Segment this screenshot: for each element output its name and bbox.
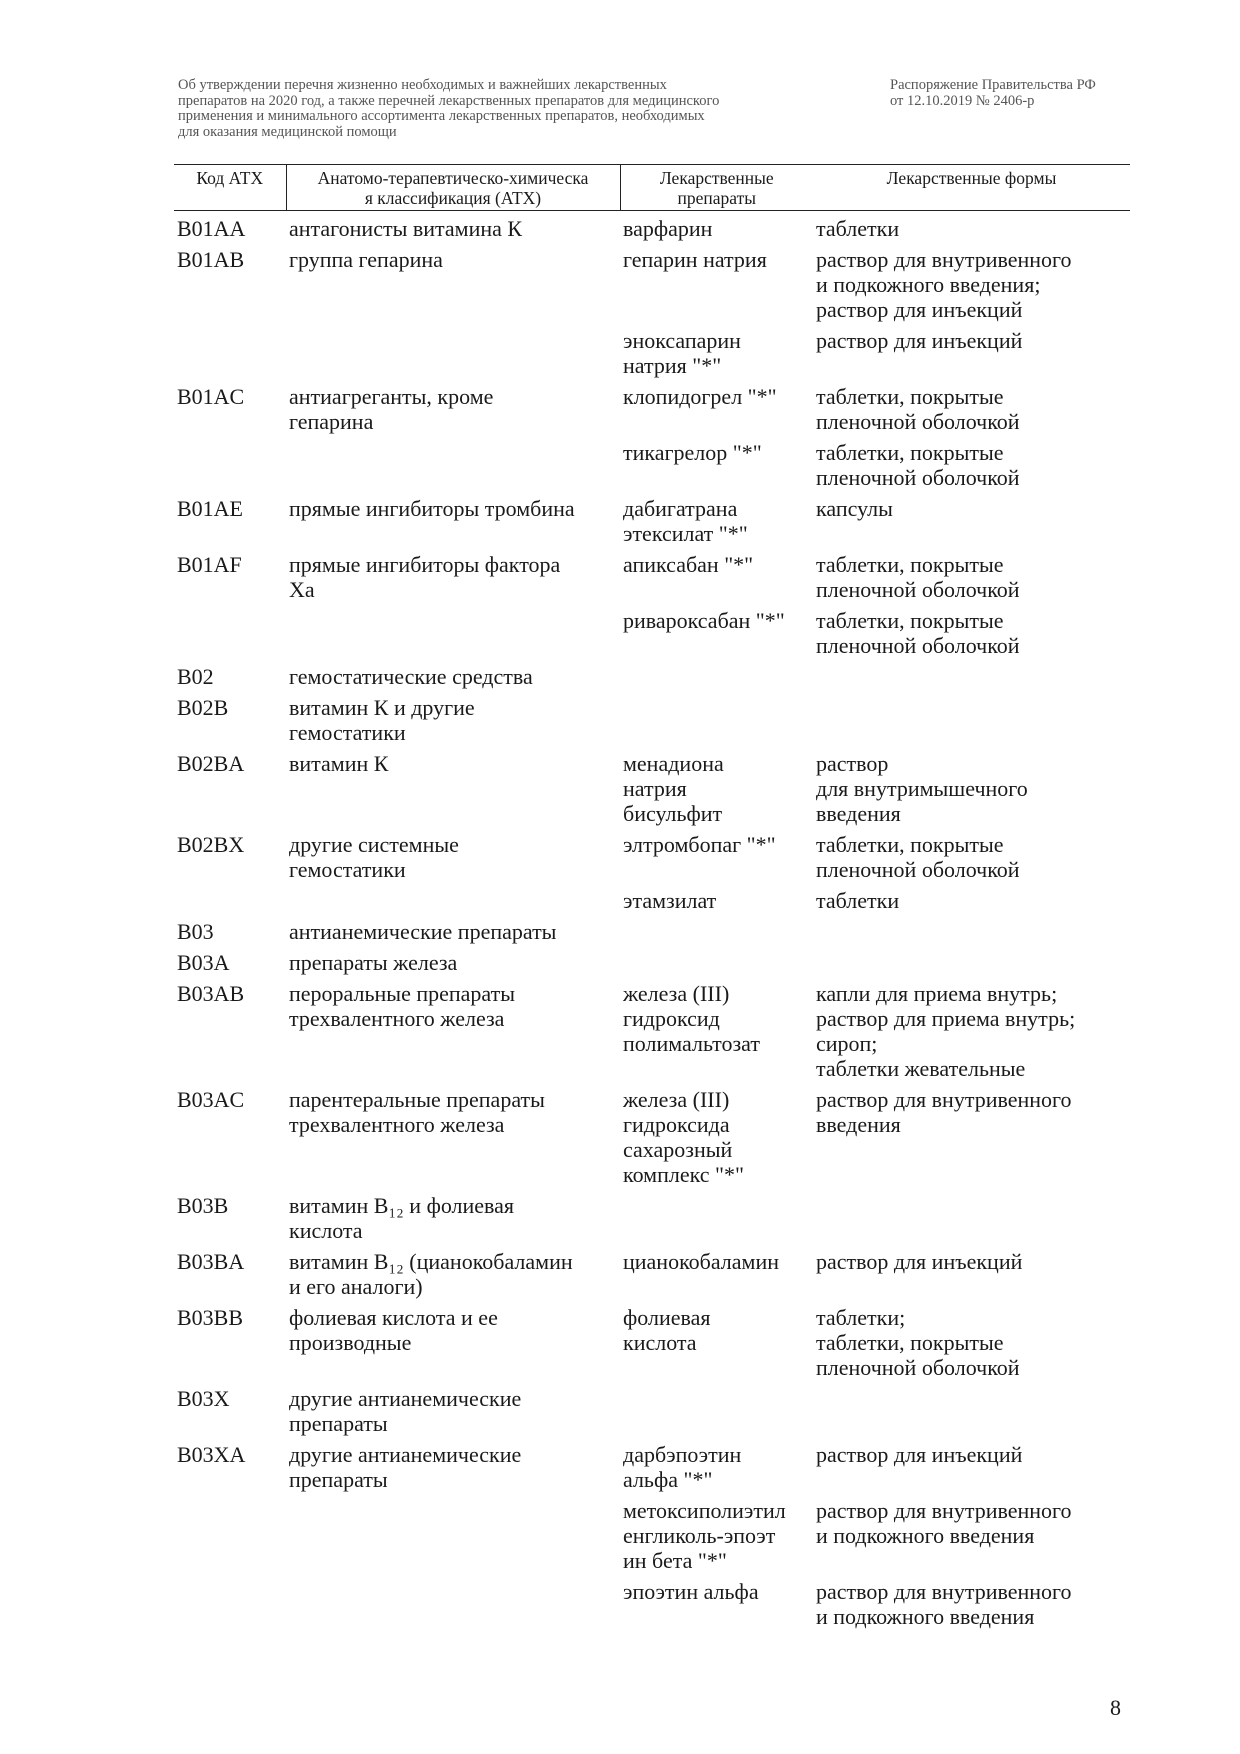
cell-line: таблетки, покрытые [816, 552, 1004, 577]
cell-line: этексилат "*" [623, 521, 748, 546]
atc-classification-cell [286, 496, 620, 552]
atc-classification-cell [286, 552, 620, 608]
cell-line: таблетки [816, 888, 900, 913]
cell-line: варфарин [623, 216, 713, 241]
cell-line: пероральные препараты [289, 981, 515, 1006]
dosage-form-cell [813, 1498, 1130, 1579]
dosage-form-cell [813, 211, 1130, 248]
cell-line: другие антианемические [289, 1386, 522, 1411]
atc-classification-cell [286, 1305, 620, 1386]
drug-name-cell [620, 1305, 813, 1386]
dosage-form-cell [813, 328, 1130, 384]
cell-line: пленочной оболочкой [816, 409, 1020, 434]
cell-line: введения [816, 801, 901, 826]
atc-code-cell [174, 1498, 286, 1579]
cell-line: трехвалентного железа [289, 1112, 505, 1137]
cell-line: эпоэтин альфа [623, 1579, 759, 1604]
drug-name-cell [620, 608, 813, 664]
dosage-form-cell [813, 1087, 1130, 1193]
dosage-form-cell [813, 1249, 1130, 1305]
drug-name-cell [620, 1193, 813, 1249]
header-reference-line: от 12.10.2019 № 2406-р [890, 92, 1035, 109]
dosage-form-cell [813, 496, 1130, 552]
drug-name-cell [620, 832, 813, 888]
atc-code-cell: B03AB [177, 981, 245, 1006]
table-row [174, 664, 1130, 695]
cell-line: железа (III) [623, 981, 730, 1006]
drug-name-cell [620, 1087, 813, 1193]
atc-classification-cell [286, 1498, 620, 1579]
cell-line: раствор для внутривенного [816, 1498, 1072, 1523]
cell-line: сироп; [816, 1031, 878, 1056]
atc-code-cell [174, 888, 286, 919]
cell-line: альфа "*" [623, 1467, 713, 1492]
drug-name-cell [620, 440, 813, 496]
cell-line: этамзилат [623, 888, 717, 913]
dosage-form-cell [813, 1305, 1130, 1386]
cell-line: гемостатические средства [289, 664, 533, 689]
drug-name-cell [620, 919, 813, 950]
dosage-form-cell [813, 247, 1130, 328]
atc-code-cell: B03BA [177, 1249, 245, 1274]
cell-line: витамин К [289, 751, 389, 776]
drug-name-cell [620, 1442, 813, 1498]
table-row [174, 981, 1130, 1087]
header-title-line: применения и минимального ассортимента лекарственных препаратов, необходимых [178, 108, 705, 124]
cell-line: кислота [623, 1330, 697, 1355]
cell-line: таблетки, покрытые [816, 440, 1004, 465]
atc-code-cell [174, 328, 286, 384]
header-title-line: Об утверждении перечня жизненно необходимых и важнейших лекарственных [178, 77, 667, 93]
atc-code-cell: B02BX [177, 832, 245, 857]
table-row [174, 440, 1130, 496]
dosage-form-cell [813, 751, 1130, 832]
atc-classification-cell [286, 695, 620, 751]
cell-line: группа гепарина [289, 247, 443, 272]
dosage-form-cell [813, 664, 1130, 695]
cell-line: тикагрелор "*" [623, 440, 762, 465]
atc-classification-cell [286, 1442, 620, 1498]
cell-line: пленочной оболочкой [816, 633, 1020, 658]
table-header-row [174, 165, 1130, 211]
cell-line: таблетки, покрытые [816, 1330, 1004, 1355]
cell-line: комплекс "*" [623, 1162, 744, 1187]
drug-name-cell [620, 211, 813, 248]
table-row [174, 496, 1130, 552]
table-row [174, 1386, 1130, 1442]
atc-classification-cell [286, 888, 620, 919]
cell-line: ривароксабан "*" [623, 608, 785, 633]
atc-classification-cell [286, 440, 620, 496]
drug-name-cell [620, 664, 813, 695]
drug-name-cell [620, 888, 813, 919]
atc-classification-cell [286, 981, 620, 1087]
table-row [174, 1087, 1130, 1193]
cell-line: витамин К и другие [289, 695, 475, 720]
cell-line: капсулы [816, 496, 893, 521]
table-header [174, 165, 1130, 211]
table-row [174, 608, 1130, 664]
cell-line: другие системные [289, 832, 459, 857]
atc-classification-cell [286, 1579, 620, 1635]
atc-classification-cell [286, 1087, 620, 1193]
table-row [174, 832, 1130, 888]
atc-code-cell: B03A [177, 950, 230, 975]
table-row [174, 328, 1130, 384]
table-row [174, 1498, 1130, 1579]
cell-line: пленочной оболочкой [816, 465, 1020, 490]
atc-code-cell: B02B [177, 695, 229, 720]
cell-line: препараты [289, 1467, 388, 1492]
table-row [174, 1579, 1130, 1635]
dosage-form-cell [813, 981, 1130, 1087]
drug-name-cell [620, 247, 813, 328]
cell-line: клопидогрел "*" [623, 384, 777, 409]
table-row [174, 384, 1130, 440]
dosage-form-cell [813, 1386, 1130, 1442]
atc-code-cell: B03XA [177, 1442, 246, 1467]
header-cell-line: Код АТХ [196, 168, 264, 188]
drug-name-cell [620, 950, 813, 981]
atc-code-cell: B03X [177, 1386, 230, 1411]
header-cell-line: Лекарственные формы [886, 168, 1057, 188]
cell-line: дарбэпоэтин [623, 1442, 742, 1467]
drug-name-cell [620, 1249, 813, 1305]
cell-line: раствор для внутривенного [816, 247, 1072, 272]
atc-classification-cell [286, 751, 620, 832]
cell-line: введения [816, 1112, 901, 1137]
header-title-line: для оказания медицинской помощи [178, 123, 397, 140]
dosage-form-cell [813, 608, 1130, 664]
cell-line: для внутримышечного [816, 776, 1028, 801]
cell-line: раствор для внутривенного [816, 1579, 1072, 1604]
atc-code-cell: B03 [177, 919, 214, 944]
cell-line: таблетки, покрытые [816, 384, 1004, 409]
header-cell-line: Анатомо-терапевтическо-химическа [317, 168, 589, 188]
header-cell-line: Лекарственные [659, 168, 774, 188]
cell-line: фолиевая кислота и ее [289, 1305, 498, 1330]
drug-name-cell [620, 552, 813, 608]
cell-line: раствор для инъекций [816, 1442, 1023, 1467]
cell-line: дабигатрана [623, 496, 738, 521]
cell-line: апиксабан "*" [623, 552, 754, 577]
drug-name-cell [620, 1498, 813, 1579]
cell-line: парентеральные препараты [289, 1087, 545, 1112]
cell-line: и его аналоги) [289, 1274, 423, 1299]
cell-line: витамин B₁₂ и фолиевая [289, 1193, 515, 1218]
cell-line: метоксиполиэтил [623, 1498, 786, 1523]
atc-code-cell: B02BA [177, 751, 245, 776]
atc-code-cell [174, 440, 286, 496]
atc-drug-table [174, 164, 1130, 1635]
cell-line: другие антианемические [289, 1442, 522, 1467]
drug-name-cell [620, 1386, 813, 1442]
cell-line: и подкожного введения [816, 1604, 1035, 1629]
dosage-form-cell [813, 832, 1130, 888]
cell-line: раствор для инъекций [816, 328, 1023, 353]
cell-line: бисульфит [623, 801, 723, 826]
cell-line: и подкожного введения; [816, 272, 1041, 297]
table-row [174, 919, 1130, 950]
dosage-form-cell [813, 1442, 1130, 1498]
cell-line: таблетки, покрытые [816, 832, 1004, 857]
cell-line: натрия "*" [623, 353, 722, 378]
header-reference-line: Распоряжение Правительства РФ [890, 77, 1096, 93]
cell-line: раствор для приема внутрь; [816, 1006, 1076, 1031]
cell-line: раствор для внутривенного [816, 1087, 1072, 1112]
drug-name-cell [620, 1579, 813, 1635]
drug-name-cell [620, 695, 813, 751]
atc-classification-cell [286, 1386, 620, 1442]
cell-line: трехвалентного железа [289, 1006, 505, 1031]
document-header-reference [890, 78, 1140, 109]
table-row [174, 552, 1130, 608]
cell-line: кислота [289, 1218, 363, 1243]
atc-code-cell [174, 608, 286, 664]
cell-line: ин бета "*" [623, 1548, 727, 1573]
cell-line: производные [289, 1330, 412, 1355]
cell-line: прямые ингибиторы фактора [289, 552, 561, 577]
cell-line: раствор для инъекций [816, 1249, 1023, 1274]
column-header-atc-classification [286, 165, 620, 211]
cell-line: пленочной оболочкой [816, 857, 1020, 882]
table-row [174, 751, 1130, 832]
table-row [174, 247, 1130, 328]
table-row [174, 211, 1130, 248]
atc-classification-cell [286, 664, 620, 695]
header-cell-line: препараты [677, 188, 756, 208]
atc-classification-cell [286, 328, 620, 384]
cell-line: препараты [289, 1411, 388, 1436]
dosage-form-cell [813, 384, 1130, 440]
drug-name-cell [620, 496, 813, 552]
header-cell-line: я классификация (АТХ) [364, 188, 542, 208]
column-header-drugs [620, 165, 813, 211]
atc-code-cell [174, 1579, 286, 1635]
cell-line: эноксапарин [623, 328, 741, 353]
cell-line: железа (III) [623, 1087, 730, 1112]
cell-line: пленочной оболочкой [816, 577, 1020, 602]
cell-line: сахарозный [623, 1137, 733, 1162]
atc-classification-cell [286, 608, 620, 664]
atc-code-cell: B03B [177, 1193, 229, 1218]
column-header-dosage-forms [813, 165, 1130, 211]
dosage-form-cell [813, 919, 1130, 950]
document-header-title [178, 78, 818, 140]
table-row [174, 1193, 1130, 1249]
dosage-form-cell [813, 950, 1130, 981]
cell-line: гемостатики [289, 857, 406, 882]
cell-line: енгликоль-эпоэт [623, 1523, 776, 1548]
cell-line: антиагреганты, кроме [289, 384, 494, 409]
cell-line: натрия [623, 776, 687, 801]
atc-code-cell: B03BB [177, 1305, 244, 1330]
atc-classification-cell [286, 919, 620, 950]
dosage-form-cell [813, 552, 1130, 608]
dosage-form-cell [813, 440, 1130, 496]
atc-classification-cell [286, 384, 620, 440]
table-body [174, 211, 1130, 1636]
cell-line: таблетки [816, 216, 900, 241]
table-row [174, 1249, 1130, 1305]
dosage-form-cell [813, 695, 1130, 751]
cell-line: витамин B₁₂ (цианокобаламин [289, 1249, 573, 1274]
atc-code-cell: B02 [177, 664, 214, 689]
table-row [174, 695, 1130, 751]
cell-line: фолиевая [623, 1305, 711, 1330]
cell-line: пленочной оболочкой [816, 1355, 1020, 1380]
cell-line: таблетки жевательные [816, 1056, 1026, 1081]
cell-line: капли для приема внутрь; [816, 981, 1058, 1006]
atc-classification-cell [286, 832, 620, 888]
cell-line: таблетки, покрытые [816, 608, 1004, 633]
cell-line: таблетки; [816, 1305, 906, 1330]
atc-code-cell: B01AE [177, 496, 243, 521]
cell-line: гепарин натрия [623, 247, 767, 272]
page-number: 8 [1110, 1695, 1121, 1720]
atc-classification-cell [286, 211, 620, 248]
cell-line: полимальтозат [623, 1031, 760, 1056]
table-row [174, 950, 1130, 981]
cell-line: Xa [289, 577, 315, 602]
atc-code-cell: B01AA [177, 216, 246, 241]
header-title-line: препаратов на 2020 год, а также перечней лекарственных препаратов для медицинского [178, 92, 720, 109]
atc-code-cell: B01AF [177, 552, 242, 577]
cell-line: менадиона [623, 751, 724, 776]
cell-line: элтромбопаг "*" [623, 832, 776, 857]
dosage-form-cell [813, 1193, 1130, 1249]
dosage-form-cell [813, 1579, 1130, 1635]
cell-line: препараты железа [289, 950, 458, 975]
cell-line: гидроксида [623, 1112, 730, 1137]
atc-code-cell: B01AC [177, 384, 245, 409]
atc-code-cell: B03AC [177, 1087, 245, 1112]
atc-classification-cell [286, 1249, 620, 1305]
table-row [174, 1442, 1130, 1498]
cell-line: антагонисты витамина К [289, 216, 523, 241]
cell-line: гепарина [289, 409, 374, 434]
atc-code-cell: B01AB [177, 247, 245, 272]
cell-line: прямые ингибиторы тромбина [289, 496, 575, 521]
atc-classification-cell [286, 950, 620, 981]
column-header-atc-code [174, 165, 286, 211]
dosage-form-cell [813, 888, 1130, 919]
cell-line: гидроксид [623, 1006, 720, 1031]
drug-name-cell [620, 328, 813, 384]
cell-line: антианемические препараты [289, 919, 557, 944]
cell-line: и подкожного введения [816, 1523, 1035, 1548]
cell-line: раствор для инъекций [816, 297, 1023, 322]
cell-line: раствор [816, 751, 889, 776]
drug-name-cell [620, 981, 813, 1087]
atc-classification-cell [286, 247, 620, 328]
table-row [174, 1305, 1130, 1386]
table-row [174, 888, 1130, 919]
drug-name-cell [620, 384, 813, 440]
drug-name-cell [620, 751, 813, 832]
cell-line: гемостатики [289, 720, 406, 745]
cell-line: цианокобаламин [623, 1249, 780, 1274]
atc-classification-cell [286, 1193, 620, 1249]
